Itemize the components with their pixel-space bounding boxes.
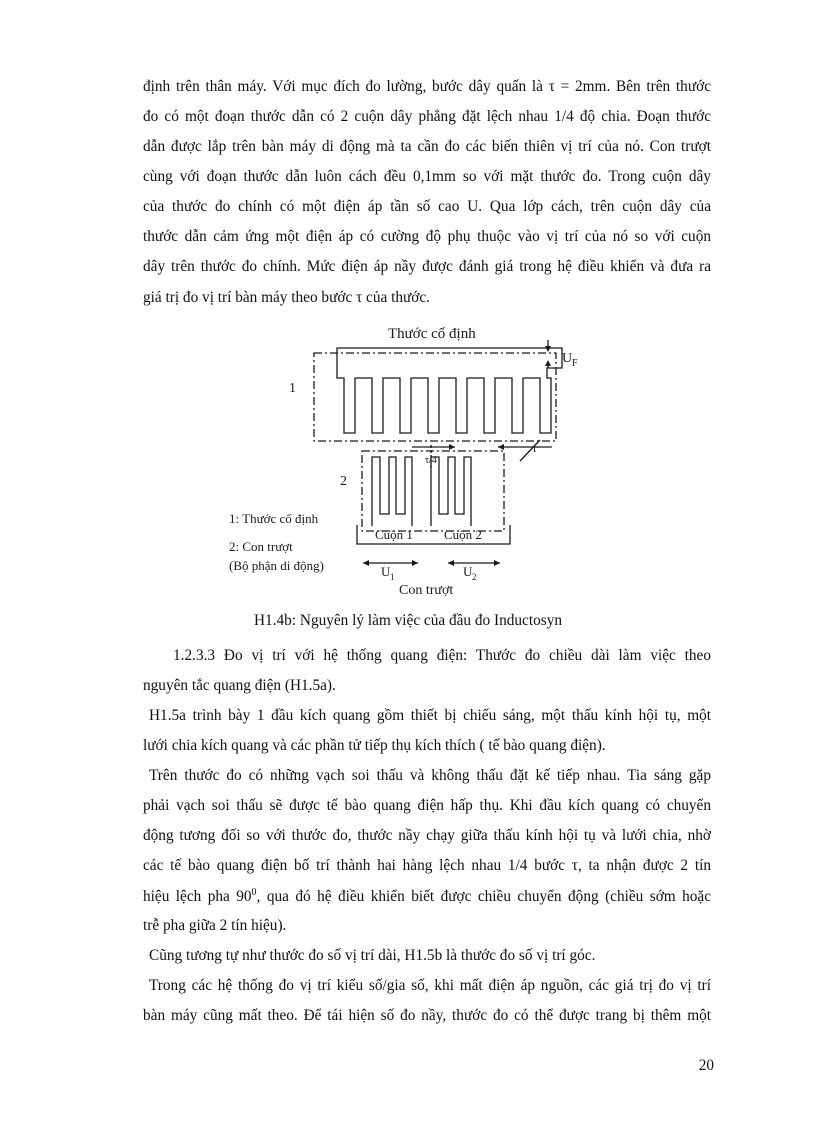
section-heading: 1.2.3.3 Đo vị trí với hệ thống quang điện: Thước đo chiều dài làm việc theo bbox=[173, 647, 711, 664]
coil-2-label: Cuộn 2 bbox=[444, 527, 482, 542]
tau-leader bbox=[520, 440, 540, 461]
u1-label-main: U bbox=[381, 564, 391, 579]
degree-superscript: 0 bbox=[251, 887, 257, 898]
coil-1-winding bbox=[372, 457, 412, 526]
u2-label-main: U bbox=[463, 564, 473, 579]
paragraph-line: giá trị đo vị trí bàn máy theo bước τ của thước. bbox=[143, 289, 430, 306]
paragraph-line: định trên thân máy. Với mục đích đo lường, bước dây quấn là τ = 2mm. Bên trên thước bbox=[143, 78, 711, 95]
paragraph-line: đo có một đoạn thước dẫn có 2 cuộn dây phẳng đặt lệch nhau 1/4 độ chia. Đoạn thước bbox=[143, 108, 711, 125]
text-span: , qua đó hệ điều khiển biết được chiều chuyển động (chiều sớm hoặc bbox=[256, 888, 711, 906]
label-1: 1 bbox=[289, 381, 296, 396]
coil-2-winding bbox=[431, 457, 471, 526]
fixed-scale-winding bbox=[337, 348, 562, 433]
paragraph-line: các tế bào quang điện bố trí thành hai hàng lệch nhau 1/4 bước τ, ta nhận được 2 tín bbox=[143, 857, 711, 874]
paragraph-line: bàn máy cũng mất theo. Để tái hiện số đo nầy, thước đo có thể được trang bị thêm một bbox=[143, 1007, 711, 1024]
paragraph-line: thước dẫn cảm ứng một điện áp có cường độ phụ thuộc vào vị trí của nó so với cuộn bbox=[143, 228, 711, 245]
paragraph-line: Trên thước đo có những vạch soi thấu và không thấu đặt kế tiếp nhau. Tia sáng gặp bbox=[149, 767, 711, 784]
slider-label: Con trượt bbox=[399, 583, 454, 598]
paragraph-line: lưới chia kích quang và các phần tử tiếp thụ kích thích ( tế bào quang điện). bbox=[143, 737, 606, 754]
paragraph-line: động tương đối so với thước đo, thước nầy chạy giữa thấu kính hội tụ và lưới chia, nhờ bbox=[143, 827, 711, 844]
quarter-tau-label: τ/4 bbox=[425, 455, 437, 466]
paragraph-line: cùng với đoạn thước dẫn luôn cách đều 0,1mm so với mặt thước đo. Trong cuộn dây bbox=[143, 168, 711, 185]
text-span: hiệu lệch pha 90 bbox=[143, 888, 252, 906]
label-2: 2 bbox=[340, 474, 347, 489]
figure-caption: H1.4b: Nguyên lý làm việc của đầu đo Inductosyn bbox=[254, 612, 562, 629]
paragraph-line: Cũng tương tự như thước đo số vị trí dài, H1.5b là thước đo số vị trí góc. bbox=[149, 947, 596, 964]
page-number: 20 bbox=[698, 1057, 714, 1074]
uf-label-sub: F bbox=[572, 358, 578, 369]
paragraph-line: trễ pha giữa 2 tín hiệu). bbox=[143, 917, 287, 934]
u1-label-sub: 1 bbox=[390, 572, 395, 582]
legend-moving: (Bộ phận di động) bbox=[229, 558, 324, 573]
paragraph-line: nguyên tắc quang điện (H1.5a). bbox=[143, 677, 336, 694]
paragraph-line: dẫn được lắp trên bàn máy di động mà ta cần đo các biến thiên vị trí của nó. Con trượt bbox=[143, 138, 711, 155]
paragraph-line: của thước đo chính có một điện áp tần số cao U. Qua lớp cách, trên cuộn dây của bbox=[143, 198, 711, 215]
legend-fixed: 1: Thước cố định bbox=[229, 511, 319, 526]
paragraph-line: phải vạch soi thấu sẽ được tế bào quang điện hấp thụ. Khi đầu kích quang có chuyển bbox=[143, 797, 711, 814]
fixed-scale-title: Thước cố định bbox=[388, 326, 476, 342]
paragraph-line: Trong các hệ thống đo vị trí kiểu số/gia số, khi mất điện áp nguồn, các giá trị đo vị trí bbox=[149, 977, 711, 994]
coil-1-label: Cuộn 1 bbox=[375, 527, 413, 542]
uf-label-main: U bbox=[562, 351, 573, 366]
fixed-scale-boundary bbox=[314, 353, 556, 441]
tau-label: τ bbox=[532, 441, 537, 455]
paragraph-line: dây trên thước đo chính. Mức điện áp nầy được đánh giá trong hệ điều khiển và đưa ra bbox=[143, 258, 711, 275]
legend-slider: 2: Con trượt bbox=[229, 539, 293, 554]
u2-label-sub: 2 bbox=[472, 572, 477, 582]
paragraph-line: H1.5a trình bày 1 đầu kích quang gồm thiết bị chiếu sáng, một thấu kính hội tụ, một bbox=[149, 707, 711, 724]
paragraph-line bbox=[143, 887, 711, 906]
